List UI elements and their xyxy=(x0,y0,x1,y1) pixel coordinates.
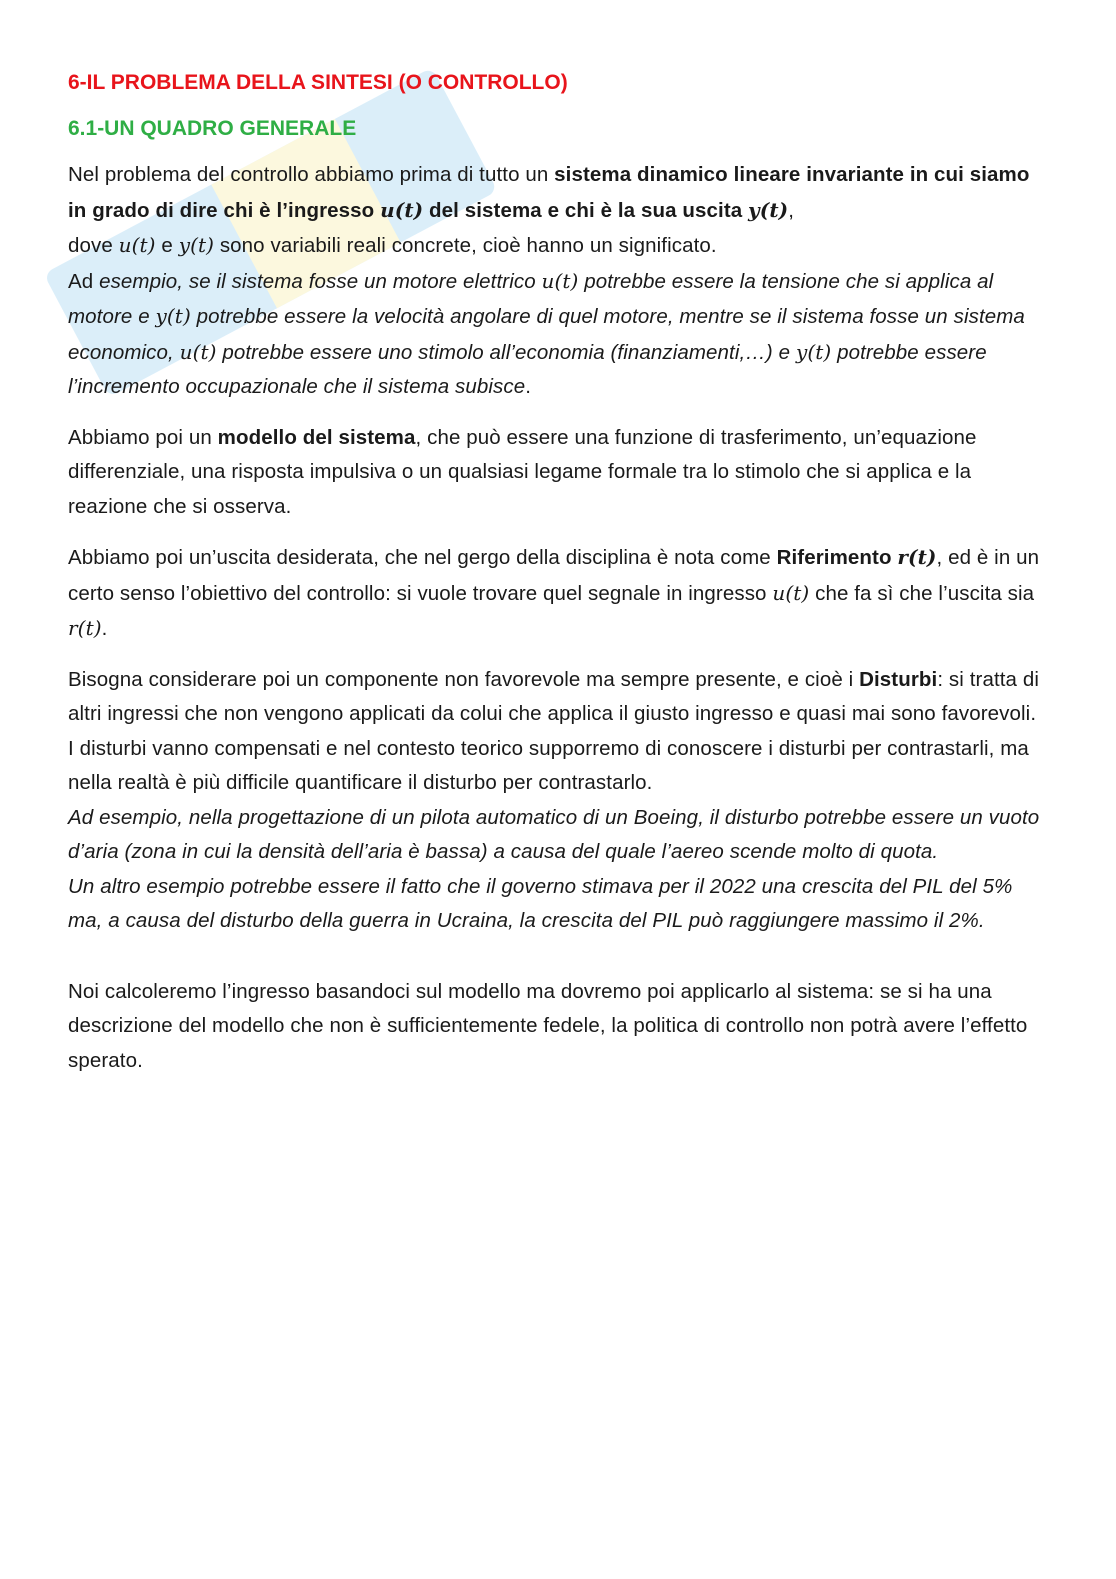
subsection-title: 6.1-UN QUADRO GENERALE xyxy=(68,117,357,140)
section-title: 6-IL PROBLEMA DELLA SINTESI (O CONTROLLO) xyxy=(68,71,568,94)
paragraph-conclusion: Noi calcoleremo l’ingresso basandoci sul modello ma dovremo poi applicarlo al sistema: se si ha una descrizione del modello che non è sufficientemente fedele, la politica di controllo non potrà avere l’effetto sperato. xyxy=(68,979,1028,1072)
paragraph-model: Abbiamo poi un modello del sistema, che può essere una funzione di trasferimento, un’equazione differenziale, una risposta impulsiva o un qualsiasi legame formale tra lo stimolo che si applica e la reazione che si osserva. xyxy=(68,425,977,518)
paragraph-disturbances: Bisogna considerare poi un componente non favorevole ma sempre presente, e cioè i Disturbi: si tratta di altri ingressi che non vengono applicati da colui che applica il giusto ingresso e quasi mai sono favorevoli. I disturbi vanno compensati e nel contesto teorico supporremo di conoscere i disturbi per contrastarli, ma nella realtà è più difficile quantificare il disturbo per contrastarlo. Ad esempio, nella progettazione di un pilota automatico di un Boeing, il disturbo potrebbe essere un vuoto d’aria (zona in cui la densità dell’aria è bassa) a causa del quale l’aereo scende molto di quota. Un altro esempio potrebbe essere il fatto che il governo stimava per il 2022 una crescita del PIL del 5% ma, a causa del disturbo della guerra in Ucraina, la crescita del PIL può raggiungere massimo il 2%. xyxy=(68,667,1040,932)
document-body xyxy=(68,66,1043,1094)
paragraph-reference: Abbiamo poi un’uscita desiderata, che nel gergo della disciplina è nota come Riferimento r(t), ed è in un certo senso l’obiettivo del controllo: si vuole trovare quel segnale in ingresso u(t) che fa sì che l’uscita sia r(t). xyxy=(68,545,1040,640)
paragraph-system: Nel problema del controllo abbiamo prima di tutto un sistema dinamico lineare invariante in cui siamo in grado di dire chi è l’ingresso u(t) del sistema e chi è la sua uscita y(t), dove u(t) e y(t) sono variabili reali concrete, cioè hanno un significato. Ad esempio, se il sistema fosse un motore elettrico u(t) potrebbe essere la tensione che si applica al motore e y(t) potrebbe essere la velocità angolare di quel motore, mentre se il sistema fosse un sistema economico, u(t) potrebbe essere uno stimolo all’economia (finanziamenti,…) e y(t) potrebbe essere l’incremento occupazionale che il sistema subisce. xyxy=(68,163,1030,398)
